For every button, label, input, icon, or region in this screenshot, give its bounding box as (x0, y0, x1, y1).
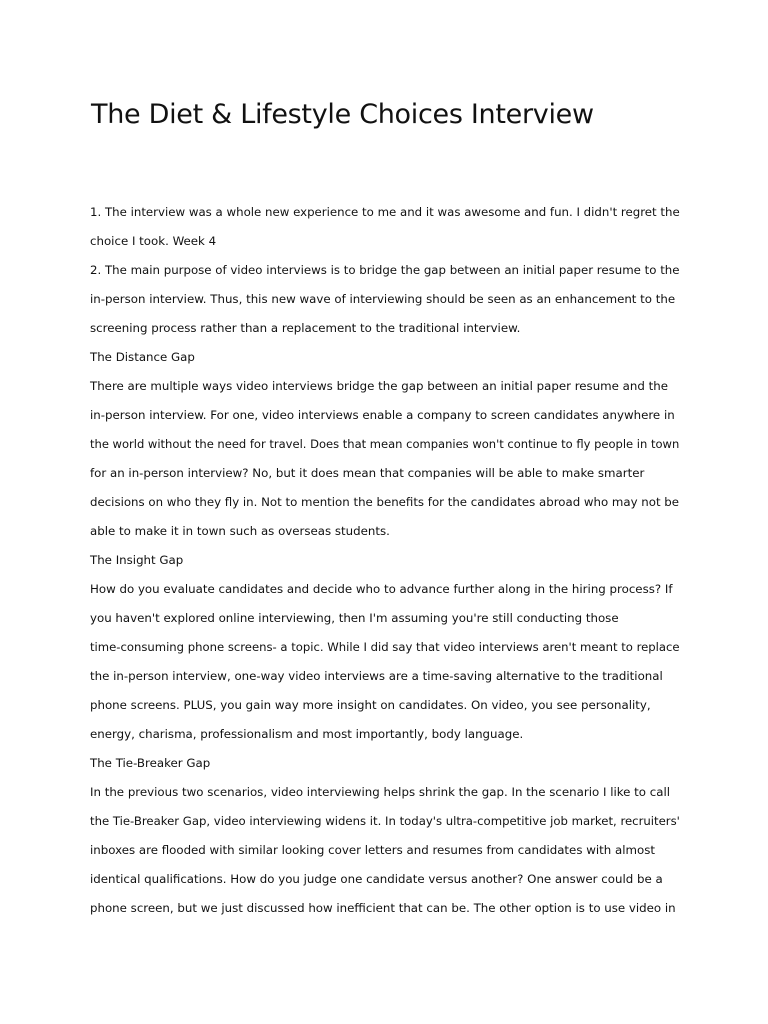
tie-breaker-gap-line-1: In the previous two scenarios, video interviewing helps shrink the gap. In the scenario I like to call (90, 785, 671, 799)
distance-gap-heading: The Distance Gap (90, 350, 195, 364)
answer-2-line-3: screening process rather than a replacement to the traditional interview. (90, 321, 521, 335)
answer-2-line-2: in-person interview. Thus, this new wave of interviewing should be seen as an enhancement to the (90, 292, 676, 306)
answer-2-line-1: 2. The main purpose of video interviews is to bridge the gap between an initial paper resume to the (90, 263, 680, 277)
distance-gap-line-3: the world without the need for travel. Does that mean companies won't continue to fly people in town (90, 437, 680, 451)
distance-gap-line-1: There are multiple ways video interviews bridge the gap between an initial paper resume and the (90, 379, 668, 393)
answer-1-line-2: choice I took. Week 4 (90, 234, 217, 248)
insight-gap-heading: The Insight Gap (90, 553, 184, 567)
insight-gap-line-5: phone screens. PLUS, you gain way more insight on candidates. On video, you see personality, (90, 698, 651, 712)
distance-gap-line-6: able to make it in town such as overseas students. (90, 524, 390, 538)
tie-breaker-gap-line-2: the Tie-Breaker Gap, video interviewing widens it. In today's ultra-competitive job market, recruiters' (90, 814, 680, 828)
insight-gap-line-2: you haven't explored online interviewing, then I'm assuming you're still conducting those (90, 611, 619, 625)
insight-gap-line-3: time-consuming phone screens- a topic. While I did say that video interviews aren't meant to replace (90, 640, 680, 654)
document-body (90, 198, 680, 923)
document-title: The Diet & Lifestyle Choices Interview (91, 99, 594, 130)
distance-gap-line-5: decisions on who they fly in. Not to mention the benefits for the candidates abroad who may not be (90, 495, 680, 509)
distance-gap-line-2: in-person interview. For one, video interviews enable a company to screen candidates anywhere in (90, 408, 675, 422)
tie-breaker-gap-line-5: phone screen, but we just discussed how inefficient that can be. The other option is to use video in (90, 901, 676, 915)
insight-gap-line-4: the in-person interview, one-way video interviews are a time-saving alternative to the traditional (90, 669, 663, 683)
answer-1-line-1: 1. The interview was a whole new experience to me and it was awesome and fun. I didn't regret the (90, 205, 680, 219)
insight-gap-line-6: energy, charisma, professionalism and most importantly, body language. (90, 727, 524, 741)
tie-breaker-gap-line-4: identical qualifications. How do you judge one candidate versus another? One answer could be a (90, 872, 663, 886)
insight-gap-line-1: How do you evaluate candidates and decide who to advance further along in the hiring process? If (90, 582, 673, 596)
distance-gap-line-4: for an in-person interview? No, but it does mean that companies will be able to make smarter (90, 466, 645, 480)
tie-breaker-gap-line-3: inboxes are flooded with similar looking cover letters and resumes from candidates with almost (90, 843, 655, 857)
tie-breaker-gap-heading: The Tie-Breaker Gap (90, 756, 211, 770)
